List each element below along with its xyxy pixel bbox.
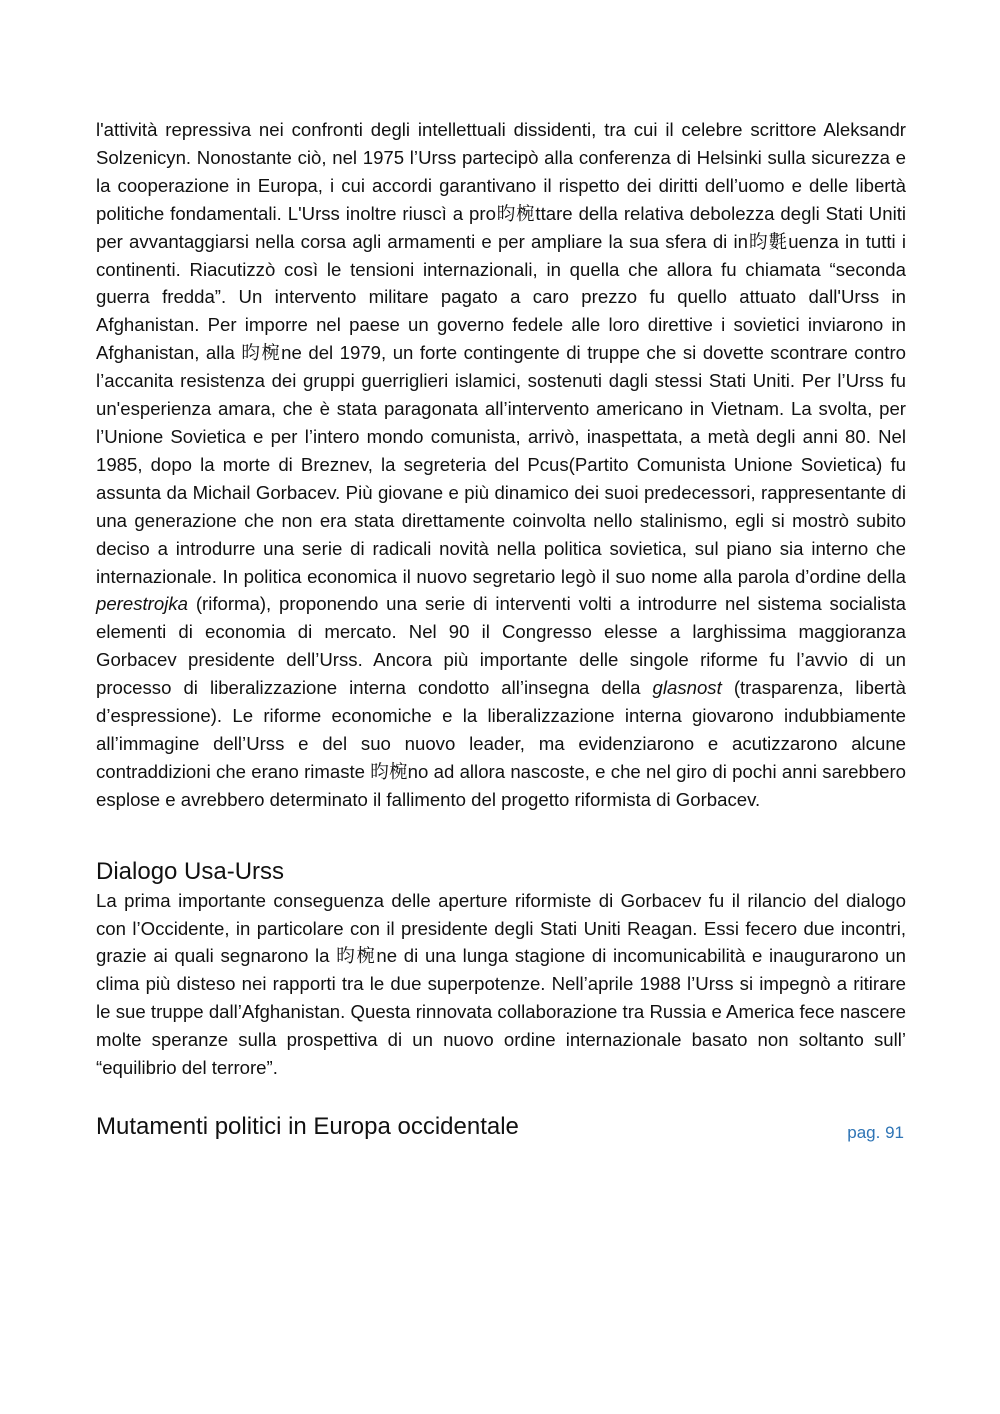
page-number: pag. 91 [847,1123,904,1142]
body-paragraph-urss [96,116,906,814]
paragraph-text-part-3: (trasparenza, libertà d’espressione). Le riforme economiche e la liberalizzazione interna giovarono indubbiamente all’immagine dell’Urss e del suo nuovo leader, ma evidenziarono e acutizzarono alcune contraddizioni che erano rimaste 昀椀no ad allora nascoste, e che nel giro di pochi anni sarebbero esplose e avrebbero determinato il fallimento del progetto riformista di Gorbacev. [96,677,907,810]
section-heading-dialogo: Dialogo Usa-Urss [96,857,285,885]
term-perestrojka: perestrojka [96,593,188,615]
page-content [96,116,906,1142]
body-paragraph-dialogo: La prima importante conseguenza delle aperture riformiste di Gorbacev fu il rilancio del dialogo con l’Occidente, in particolare con il presidente degli Stati Uniti Reagan. Essi fecero due incontri, grazie ai quali segnarono la 昀椀ne di una lunga stagione di incomunicabilità e inaugurarono un clima più disteso nei rapporti tra le due superpotenze. Nell’aprile 1988 l’Urss si impegnò a ritirare le sue truppe dall’Afghanistan. Questa rinnovata collaborazione tra Russia e America fece nascere molte speranze sulla prospettiva di un nuovo ordine internazionale basato non soltanto sull’ “equilibrio del terrore”. [96,889,906,1079]
paragraph-text-part-1: l'attività repressiva nei confronti degli intellettuali dissidenti, tra cui il celebre scrittore Aleksandr Solzenicyn. Nonostante ciò, nel 1975 l’Urss partecipò alla conferenza di Helsinki sulla sicurezza e la cooperazione in Europa, i cui accordi garantivano il rispetto dei diritti dell’uomo e delle libertà politiche fondamentali. L'Urss inoltre riuscì a pro昀椀ttare della relativa debolezza degli Stati Uniti per avvantaggiarsi nella corsa agli armamenti e per ampliare la sua sfera di in昀氀uenza in tutti i continenti. Riacutizzò così le tensioni internazionali, in quella che allora fu chiamata “seconda guerra fredda”. Un intervento militare pagato a caro prezzo fu quello attuato dall'Urss in Afghanistan. Per imporre nel paese un governo fedele alle loro direttive i sovietici inviarono in Afghanistan, alla 昀椀ne del 1979, un forte contingente di truppe che si dovette scontrare contro l’accanita resistenza dei gruppi guerriglieri islamici, sostenuti dagli stessi Stati Uniti. Per l’Urss fu un'esperienza amara, che è stata paragonata all’intervento americano in Vietnam. La svolta, per l’Unione Sovietica e per l’intero mondo comunista, arrivò, inaspettata, a metà degli anni 80. Nel 1985, dopo la morte di Breznev, la segreteria del Pcus(Partito Comunista Unione Sovietica) fu assunta da Michail Gorbacev. Più giovane e più dinamico dei suoi predecessori, rappresentante di una generazione che non era stata direttamente coinvolta nello stalinismo, egli si mostrò subito deciso a introdurre una serie di radicali novità nella politica sovietica, sul piano sia interno che internazionale. In politica economica il nuovo segretario legò il suo nome alla parola d’ordine della [96,119,906,587]
section-heading-mutamenti: Mutamenti politici in Europa occidentale [96,1113,519,1140]
paragraph-text-part-2: (riforma), proponendo una serie di interventi volti a introdurre nel sistema socialista elementi di economia di mercato. Nel 90 il Congresso elesse a larghissima maggioranza Gorbacev presidente dell’Urss. Ancora più importante delle singole riforme fu l’avvio di un processo di liberalizzazione interna condotto all’insegna della [96,593,907,699]
term-glasnost: glasnost [652,677,722,699]
